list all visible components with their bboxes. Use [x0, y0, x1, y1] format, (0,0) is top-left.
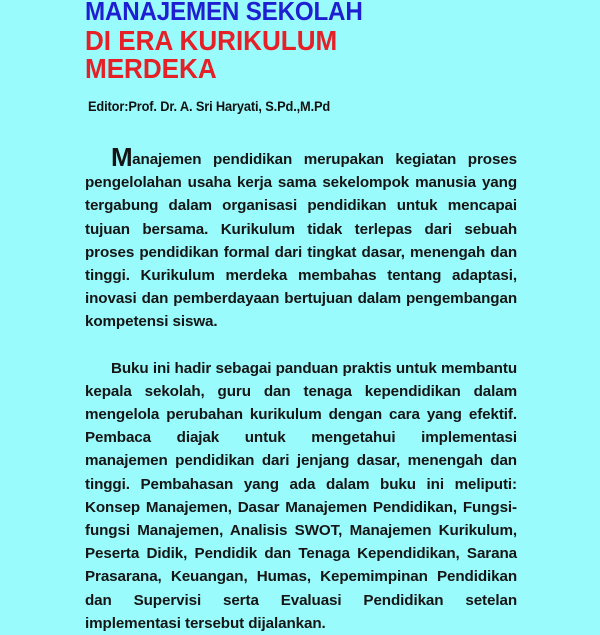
- editor-credit: Editor:Prof. Dr. A. Sri Haryati, S.Pd.,M.Pd: [88, 99, 331, 114]
- drop-cap: M: [111, 142, 133, 172]
- paragraph-one-text: anajemen pendidikan merupakan kegiatan proses pengelolahan usaha kerja sama sekelompok manusia yang tergabung dalam organisasi pendidikan untuk mencapai tujuan bersama. Kurikulum tidak terlepas dari sebuah proses pendidikan formal dari tingkat dasar, menengah dan tinggi. Kurikulum merdeka membahas tentang adaptasi, inovasi dan pemberdayaan bertujuan dalam pengembangan kompetensi siswa.: [85, 151, 517, 331]
- body-copy: [85, 142, 517, 635]
- title-line-secondary: DI ERA KURIKULUM: [85, 25, 338, 56]
- title-line-primary: MANAJEMEN SEKOLAH: [85, 0, 363, 26]
- title-block: [85, 0, 525, 84]
- title-line-tertiary: MERDEKA: [85, 53, 217, 84]
- paragraph-one: [85, 142, 517, 334]
- paragraph-two: [85, 357, 517, 635]
- paragraph-two-text: Buku ini hadir sebagai panduan praktis untuk membantu kepala sekolah, guru dan tenaga kependidikan dalam mengelola perubahan kurikulum dengan cara yang efektif. Pembaca diajak untuk mengetahui implementasi manajemen pendidikan dari jenjang dasar, menengah dan tinggi. Pembahasan yang ada dalam buku ini meliputi: Konsep Manajemen, Dasar Manajemen Pendidikan, Fungsi-fungsi Manajemen, Analisis SWOT, Manajemen Kurikulum, Peserta Didik, Pendidik dan Tenaga Kependidikan, Sarana Prasarana, Keuangan, Humas, Kepemimpinan Pendidikan dan Supervisi serta Evaluasi Pendidikan setelan implementasi tersebut dijalankan.: [85, 359, 517, 632]
